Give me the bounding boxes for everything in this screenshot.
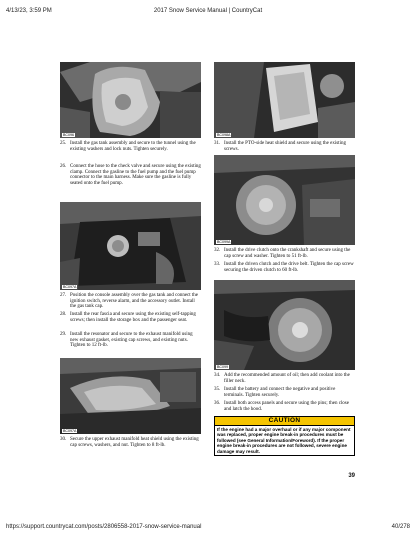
figure-code: BC097A bbox=[63, 429, 77, 433]
step-number: 33. bbox=[214, 262, 221, 267]
figure-code: BC099A bbox=[217, 240, 231, 244]
step-27 bbox=[60, 293, 201, 310]
step-number: 32. bbox=[214, 248, 221, 253]
step-34 bbox=[214, 373, 355, 384]
caution-heading: CAUTION bbox=[215, 417, 354, 426]
figure-heat-shield-photo bbox=[214, 62, 355, 138]
step-35 bbox=[214, 387, 355, 398]
figure-exhaust-manifold-photo bbox=[60, 358, 201, 434]
step-36 bbox=[214, 401, 355, 412]
step-number: 36. bbox=[214, 401, 221, 406]
step-text: Install the battery and connect the negative and positive terminals. Tighten securely. bbox=[224, 387, 336, 398]
step-number: 29. bbox=[60, 332, 67, 337]
step-number: 28. bbox=[60, 312, 67, 317]
figure-gas-tank-photo bbox=[60, 62, 201, 138]
step-text: Position the console assembly over the gas tank and connect the ignition switch, reverse alarm, and the accessory outlet. Install the gas tank cap. bbox=[70, 293, 199, 310]
step-text: Install the rear fascia and secure using the existing self-tapping screws; then install the storage box and the passenger seat. bbox=[70, 312, 196, 323]
figure-code: BC098A bbox=[217, 133, 231, 137]
figure-code: BC097A bbox=[63, 285, 77, 289]
step-33 bbox=[214, 262, 355, 273]
figure-code: BC099 bbox=[217, 365, 228, 369]
step-text: Install the driven clutch and the drive belt. Tighten the cap screw securing the driven clutch to 60 ft-lb. bbox=[224, 262, 354, 273]
print-page-title: 2017 Snow Service Manual | CountryCat bbox=[153, 8, 263, 14]
step-text: Install the drive clutch onto the crankshaft and secure using the cap screw and washer. Tighten to 51 ft-lb. bbox=[224, 248, 351, 259]
step-30 bbox=[60, 437, 201, 448]
manual-page bbox=[60, 62, 355, 482]
step-text: Install both access panels and secure using the pins; then close and latch the hood. bbox=[224, 401, 349, 412]
step-29 bbox=[60, 332, 201, 349]
step-26 bbox=[60, 164, 201, 186]
step-text: Install the PTO-side heat shield and secure using the existing screws. bbox=[224, 141, 346, 152]
step-text: Install the resonator and secure to the exhaust manifold using new exhaust gasket, existing cap screws, and existing nuts. Tighten to 12 ft-lb. bbox=[70, 332, 193, 349]
step-number: 27. bbox=[60, 293, 67, 298]
caution-text: If the engine had a major overhaul or if any major component was replaced, proper engine break-in procedures must be followed (see General Information/Foreword). If the proper engine break-in procedures are not followed, severe engine damage may result. bbox=[217, 427, 351, 454]
page-number: 39 bbox=[348, 473, 355, 479]
step-31 bbox=[214, 141, 355, 152]
browser-print-footer bbox=[6, 524, 410, 534]
step-text: Connect the hose to the check valve and secure using the existing clamp. Connect the gasline to the fuel pump and the fuel pump connector to the main harness. Make sure the gasline is fully seated onto the fuel pump. bbox=[70, 164, 201, 186]
print-url: https://support.countrycat.com/posts/2806558-2017-snow-service-manual bbox=[6, 524, 202, 530]
step-number: 35. bbox=[214, 387, 221, 392]
caution-box bbox=[214, 416, 355, 456]
print-page-counter: 40/278 bbox=[391, 524, 410, 530]
step-number: 25. bbox=[60, 141, 67, 146]
step-number: 34. bbox=[214, 373, 221, 378]
step-number: 30. bbox=[60, 437, 67, 442]
step-number: 31. bbox=[214, 141, 221, 146]
step-text: Install the gas tank assembly and secure to the tunnel using the existing washers and lock nuts. Tighten securely. bbox=[70, 141, 196, 152]
print-timestamp: 4/13/23, 3:59 PM bbox=[6, 8, 52, 14]
figure-code: BC096 bbox=[63, 133, 74, 137]
browser-print-header bbox=[6, 8, 410, 18]
step-text: Add the recommended amount of oil; then add coolant into the filler neck. bbox=[224, 373, 350, 384]
step-text: Secure the upper exhaust manifold heat shield using the existing cap screws, washers, and nut. Tighten to 8 ft-lb. bbox=[70, 437, 199, 448]
step-32 bbox=[214, 248, 355, 259]
step-28 bbox=[60, 312, 201, 323]
figure-console-photo bbox=[60, 202, 201, 290]
figure-drive-clutch-photo bbox=[214, 155, 355, 245]
step-25 bbox=[60, 141, 201, 152]
figure-driven-clutch-photo bbox=[214, 280, 355, 370]
step-number: 26. bbox=[60, 164, 67, 169]
